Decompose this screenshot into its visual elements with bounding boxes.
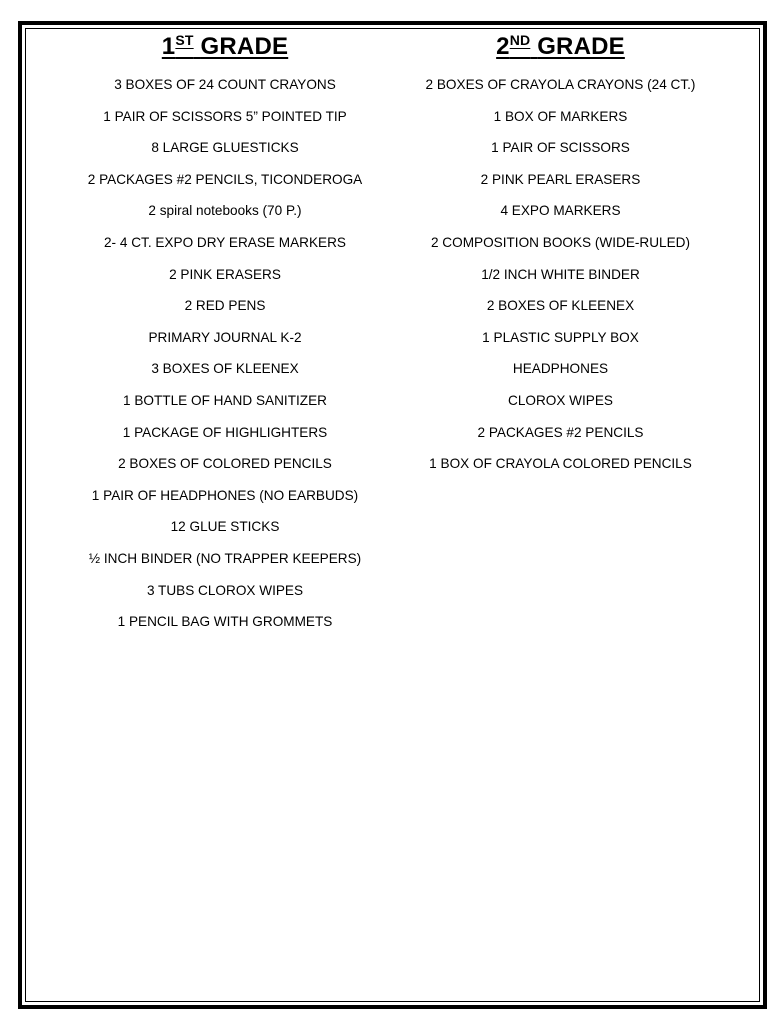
supply-item: 1 PLASTIC SUPPLY BOX [482, 329, 639, 345]
supply-item: 1 PAIR OF HEADPHONES (NO EARBUDS) [91, 487, 359, 503]
supply-item: 12 GLUE STICKS [170, 519, 280, 535]
supply-item: 2 BOXES OF CRAYOLA CRAYONS (24 CT.) [425, 77, 696, 92]
supply-item: 2 PINK ERASERS [169, 266, 281, 282]
supply-item: 1 BOTTLE OF HAND SANITIZER [123, 392, 327, 408]
supply-item: 2 BOXES OF COLORED PENCILS [118, 456, 332, 472]
supply-item: 2 COMPOSITION BOOKS (WIDE-RULED) [430, 234, 691, 250]
supply-item: 1 BOX OF CRAYOLA COLORED PENCILS [429, 456, 692, 472]
supply-item: 2 PACKAGES #2 PENCILS [477, 424, 644, 440]
supply-item: 1 BOX OF MARKERS [493, 108, 628, 124]
supply-item: 8 LARGE GLUESTICKS [151, 140, 299, 156]
supply-item: 4 EXPO MARKERS [500, 203, 621, 219]
supply-item: 1 PAIR OF SCISSORS [491, 140, 630, 156]
supply-item: HEADPHONES [512, 361, 609, 377]
grade1-heading [55, 30, 395, 64]
supply-item: 1 PENCIL BAG WITH GROMMETS [117, 614, 333, 630]
grade2-column [388, 30, 733, 480]
grade1-heading-suffix: ST [175, 32, 194, 48]
supply-item: 3 TUBS CLOROX WIPES [146, 582, 304, 598]
supply-item: 1 PAIR OF SCISSORS 5” POINTED TIP [103, 108, 347, 124]
grade2-heading-suffix: ND [509, 32, 531, 48]
supply-item: 2 PACKAGES #2 PENCILS, TICONDEROGA [87, 171, 363, 187]
supply-item: 3 BOXES OF KLEENEX [151, 361, 299, 377]
supply-item: 2 BOXES OF KLEENEX [486, 298, 635, 314]
grade1-heading-word: GRADE [200, 33, 289, 60]
supply-item: 2- 4 CT. EXPO DRY ERASE MARKERS [104, 234, 346, 250]
supply-item: 3 BOXES OF 24 COUNT CRAYONS [114, 77, 336, 92]
supply-item: 1/2 INCH WHITE BINDER [481, 266, 640, 282]
supply-item: PRIMARY JOURNAL K-2 [148, 329, 302, 345]
grade1-supply-list [55, 69, 395, 638]
supply-item: 2 RED PENS [184, 298, 266, 314]
supply-item: 2 PINK PEARL ERASERS [480, 171, 641, 187]
supply-item: ½ INCH BINDER (NO TRAPPER KEEPERS) [88, 550, 362, 566]
grade2-heading-number: 2 [496, 33, 510, 60]
supply-item: CLOROX WIPES [508, 392, 613, 408]
grade1-column [55, 30, 395, 638]
supply-item: 1 PACKAGE OF HIGHLIGHTERS [122, 424, 328, 440]
grade1-heading-number: 1 [161, 33, 176, 60]
grade2-heading [388, 30, 733, 64]
grade2-heading-word: GRADE [537, 33, 625, 60]
grade2-supply-list [388, 69, 733, 480]
supply-item: 2 spiral notebooks (70 P.) [148, 203, 302, 219]
